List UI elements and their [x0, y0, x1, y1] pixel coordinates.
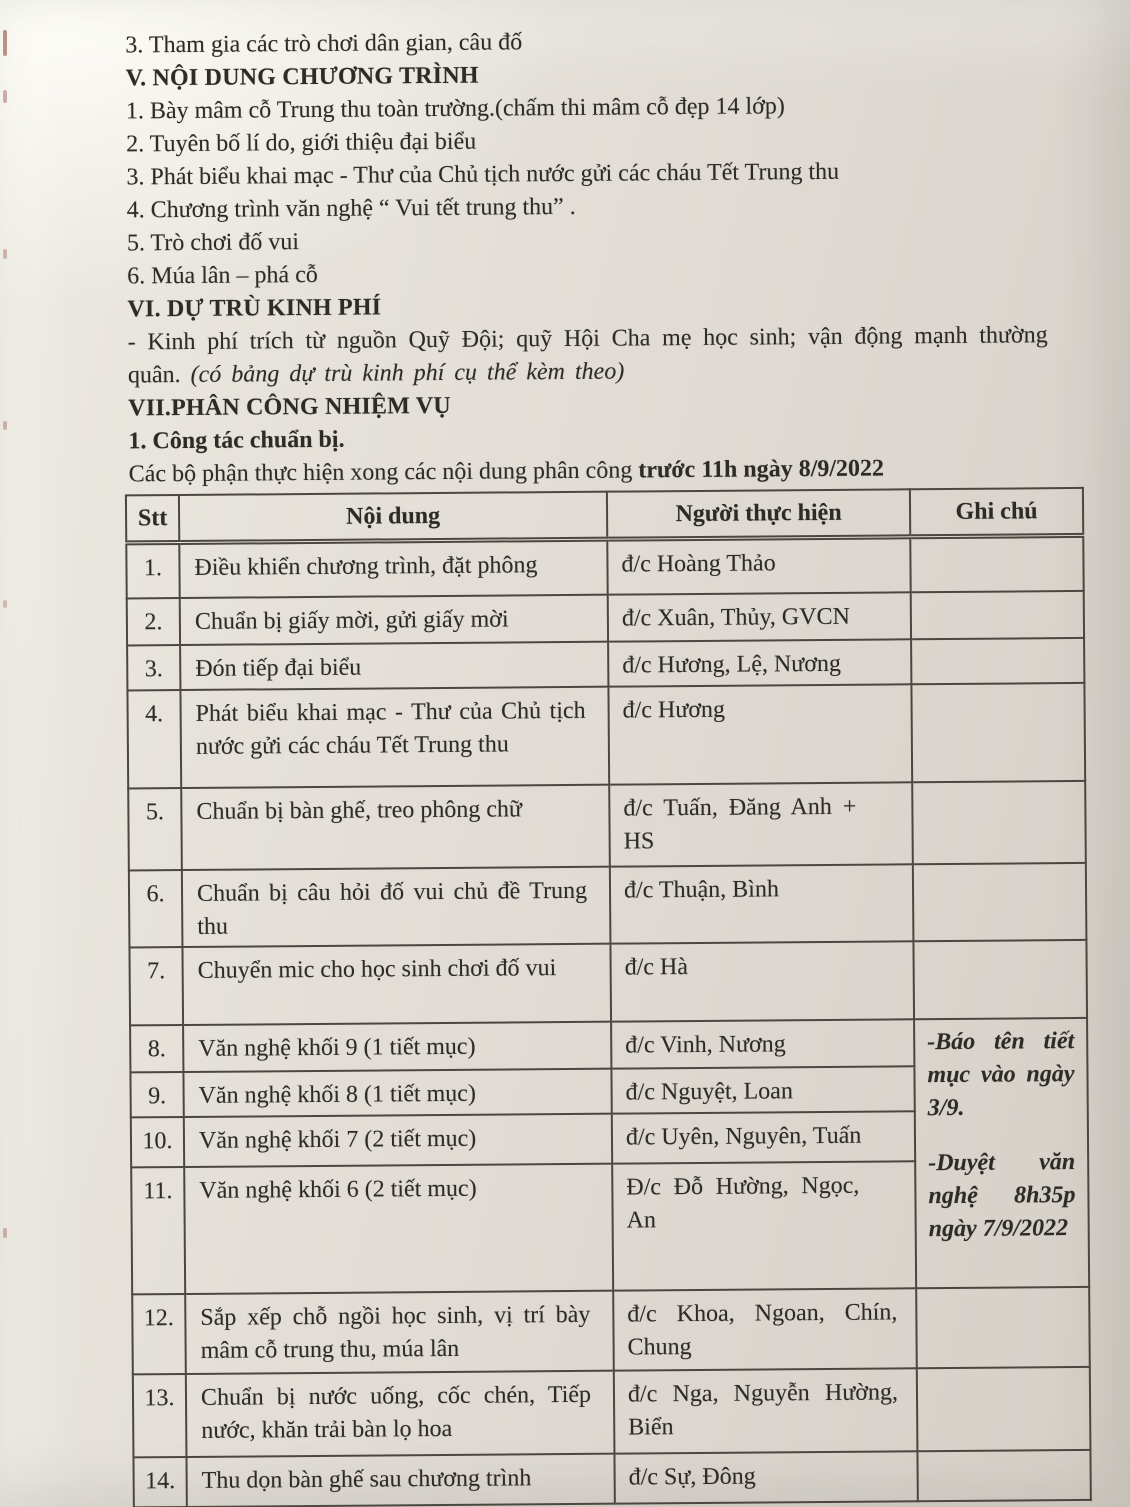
table-row	[127, 591, 1084, 646]
note-line-1: -Báo tên tiết mục vào ngày 3/9.	[927, 1028, 1075, 1122]
stt-cell: 5.	[128, 788, 182, 870]
stt-cell: 7.	[129, 947, 183, 1025]
scan-artifact	[3, 1228, 7, 1238]
scan-artifact	[3, 249, 7, 259]
nguoi-cell: đ/c Vinh, Nương	[611, 1019, 914, 1068]
ghi-chu-cell	[911, 591, 1084, 639]
ghi-chu-cell	[917, 1450, 1090, 1501]
nguoi-cell: đ/c Hương, Lệ, Nương	[608, 639, 911, 686]
noi-dung-cell: Thu dọn bàn ghế sau chương trình	[186, 1454, 614, 1507]
stt-cell: 13.	[133, 1374, 187, 1457]
noi-dung-cell: Văn nghệ khối 9 (1 tiết mục)	[183, 1022, 611, 1072]
list-item-v3: 3. Phát biểu khai mạc - Thư của Chủ tịch nước gửi các cháu Tết Trung thu	[126, 158, 840, 191]
nguoi-cell: đ/c Nga, Nguyễn Hường, Biển	[614, 1368, 918, 1453]
task-heading: 1. Công tác chuẩn bị.	[128, 426, 345, 455]
table-row	[130, 1018, 1087, 1073]
table-row	[128, 781, 1086, 871]
stt-cell: 12.	[132, 1294, 186, 1374]
nguoi-cell: đ/c Uyên, Nguyên, Tuấn	[612, 1111, 915, 1163]
nguoi-cell: Đ/c Đỗ Hường, Ngọc, An	[612, 1161, 916, 1290]
list-item-v1: 1. Bày mâm cỗ Trung thu toàn trường.(chấm thi mâm cỗ đẹp 14 lớp)	[125, 93, 785, 125]
col-header-stt: Stt	[126, 495, 179, 542]
stt-cell: 3.	[127, 645, 180, 690]
stt-cell: 8.	[130, 1025, 183, 1072]
ghi-chu-cell	[910, 535, 1083, 592]
nguoi-cell: đ/c Tuấn, Đăng Anh + HS	[609, 782, 913, 866]
scan-artifact	[3, 600, 7, 608]
table-row	[129, 863, 1087, 948]
table-row	[127, 683, 1085, 789]
deadline-line	[129, 451, 1059, 491]
stt-cell: 4.	[127, 690, 181, 788]
nguoi-cell: đ/c Sự, Đông	[614, 1451, 917, 1503]
stt-cell: 14.	[133, 1457, 186, 1507]
nguoi-cell: đ/c Xuân, Thủy, GVCN	[608, 592, 911, 641]
table-row	[127, 638, 1084, 691]
section-heading-v: V. NỘI DUNG CHƯƠNG TRÌNH	[125, 62, 479, 92]
deadline-text: Các bộ phận thực hiện xong các nội dung phân công	[128, 457, 639, 488]
table-row	[133, 1450, 1090, 1507]
nguoi-cell: đ/c Khoa, Ngoan, Chín, Chung	[613, 1288, 917, 1370]
nguoi-cell: đ/c Hà	[610, 941, 914, 1021]
col-header-nguoi-thuc-hien: Người thực hiện	[607, 489, 910, 538]
stt-cell: 9.	[130, 1072, 183, 1117]
nguoi-cell: đ/c Thuận, Bình	[610, 864, 914, 943]
pre-table-section	[0, 0, 1059, 492]
list-item-v6: 6. Múa lân – phá cỗ	[127, 261, 318, 290]
stt-cell: 10.	[131, 1117, 184, 1167]
ghi-chu-cell	[913, 940, 1087, 1019]
section-heading-vi: VI. DỰ TRÙ KINH PHÍ	[127, 294, 382, 323]
budget-text: - Kinh phí trích từ nguồn Quỹ Đội; quỹ Hội Cha mẹ học sinh; vận động mạnh thường quân.	[127, 322, 1048, 389]
stt-cell: 1.	[126, 542, 179, 598]
budget-note-italic: (có bảng dự trù kinh phí cụ thể kèm theo)	[190, 358, 625, 388]
noi-dung-cell: Văn nghệ khối 8 (1 tiết mục)	[183, 1069, 611, 1117]
noi-dung-cell: Chuẩn bị giấy mời, gửi giấy mời	[180, 595, 608, 645]
noi-dung-cell: Chuyển mic cho học sinh chơi đố vui	[182, 944, 611, 1025]
noi-dung-cell: Chuẩn bị nước uống, cốc chén, Tiếp nước, khăn trải bàn lọ hoa	[186, 1371, 615, 1457]
noi-dung-cell: Chuẩn bị bàn ghế, treo phông chữ	[181, 785, 610, 870]
nguoi-cell: đ/c Hương	[608, 684, 912, 784]
noi-dung-cell: Văn nghệ khối 6 (2 tiết mục)	[184, 1164, 613, 1294]
list-item-games: 3. Tham gia các trò chơi dân gian, câu đố	[125, 29, 523, 59]
nguoi-cell: đ/c Nguyệt, Loan	[611, 1066, 914, 1113]
note-line-2: -Duyệt văn nghệ 8h35p ngày 7/9/2022	[928, 1149, 1076, 1243]
ghi-chu-cell	[911, 683, 1085, 782]
table-header-row	[126, 488, 1083, 543]
deadline-bold: trước 11h ngày 8/9/2022	[638, 455, 885, 484]
noi-dung-cell: Văn nghệ khối 7 (2 tiết mục)	[184, 1114, 612, 1167]
ghi-chu-merged-cell	[914, 1018, 1089, 1288]
noi-dung-cell: Phát biểu khai mạc - Thư của Chủ tịch nước gửi các cháu Tết Trung thu	[180, 687, 609, 788]
noi-dung-cell: Điều khiển chương trình, đặt phông	[179, 539, 607, 598]
section-heading-vii: VII.PHÂN CÔNG NHIỆM VỤ	[128, 392, 451, 422]
noi-dung-cell: Chuẩn bị câu hỏi đố vui chủ đề Trung thu	[182, 867, 611, 947]
list-item-v4: 4. Chương trình văn nghệ “ Vui tết trung thu” .	[126, 193, 576, 224]
list-item-v5: 5. Trò chơi đố vui	[126, 229, 300, 257]
scan-artifact	[3, 421, 7, 430]
table-row	[129, 940, 1087, 1026]
table-row	[132, 1287, 1090, 1375]
scan-artifact	[3, 90, 7, 103]
nguoi-cell: đ/c Hoàng Thảo	[607, 536, 910, 594]
noi-dung-cell: Đón tiếp đại biểu	[180, 642, 608, 690]
ghi-chu-cell	[912, 781, 1086, 864]
ghi-chu-cell	[917, 1367, 1091, 1451]
ghi-chu-cell	[913, 863, 1087, 941]
col-header-noi-dung: Nội dung	[179, 492, 607, 542]
table-row	[133, 1367, 1091, 1458]
ghi-chu-cell	[916, 1287, 1090, 1368]
assignments-table	[125, 487, 1092, 1507]
list-item-v2: 2. Tuyên bố lí do, giới thiệu đại biểu	[126, 128, 477, 158]
stt-cell: 6.	[129, 870, 183, 947]
stt-cell: 11.	[131, 1167, 185, 1294]
ghi-chu-cell	[911, 638, 1084, 684]
stt-cell: 2.	[127, 598, 180, 645]
table-row	[126, 535, 1083, 599]
col-header-ghi-chu: Ghi chú	[910, 488, 1083, 536]
scan-artifact	[3, 30, 7, 56]
noi-dung-cell: Sắp xếp chỗ ngồi học sinh, vị trí bày mâm cỗ trung thu, múa lân	[185, 1291, 614, 1374]
budget-paragraph	[128, 319, 1048, 392]
